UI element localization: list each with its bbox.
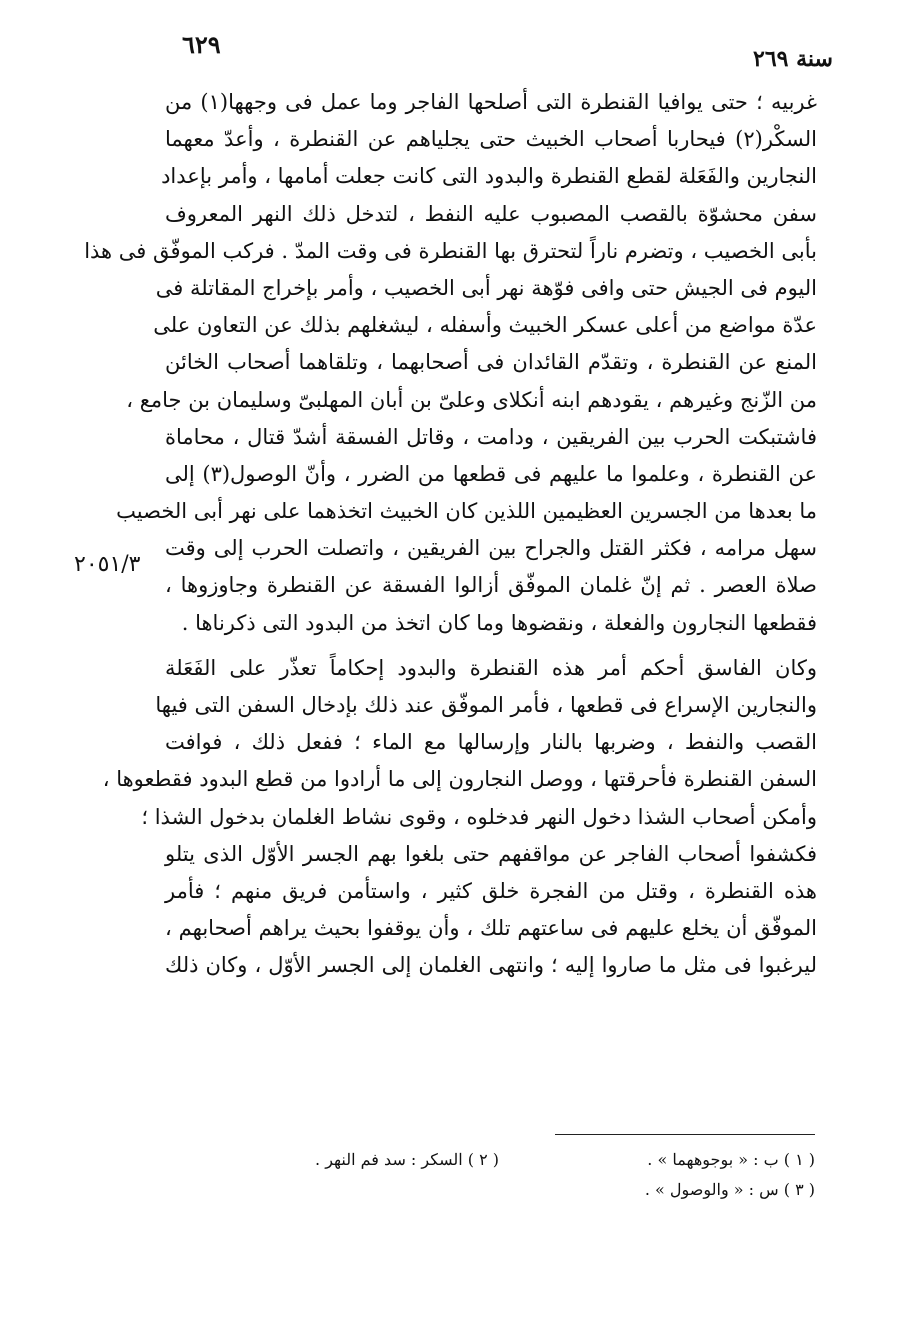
text-line: وكان الفاسق أحكم أمر هذه القنطرة والبدود إحكاماً تعذّر على الفَعَلة bbox=[165, 655, 817, 680]
text-line: فقطعها النجارون والفعلة ، ونقضوها وما كان اتخذ من البدود التى ذكرناها . bbox=[181, 610, 817, 635]
text-line: صلاة العصر . ثم إنّ غلمان الموفّق أزالوا الفسقة عن القنطرة وجاوزوها ، bbox=[165, 573, 817, 598]
text-line: وأمكن أصحاب الشذا دخول النهر فدخلوه ، وقوى نشاط الغلمان بدخول الشذا ؛ bbox=[141, 804, 817, 829]
text-line: اليوم فى الجيش حتى وافى فوّهة نهر أبى الخصيب ، وأمر بإخراج المقاتلة فى bbox=[155, 275, 817, 300]
text-line: عن القنطرة ، وعلموا ما عليهم فى قطعها من الضرر ، وأنّ الوصول(٣) إلى bbox=[165, 461, 817, 486]
text-line: من الزّنج وغيرهم ، يقودهم ابنه أنكلاى وعلىّ بن أبان المهلبىّ وسليمان بن جامع ، bbox=[126, 387, 817, 412]
text-line: السكْر(٢) فيحاربا أصحاب الخبيث حتى يجلياهم عن القنطرة ، وأعدّ معهما bbox=[165, 127, 817, 152]
paragraph-2 bbox=[102, 650, 817, 985]
text-line: هذه القنطرة ، وقتل من الفجرة خلق كثير ، واستأمن فريق منهم ؛ فأمر bbox=[165, 878, 817, 903]
footnote-1: ( ١ ) ب : « بوجوههما » . bbox=[647, 1150, 815, 1169]
paragraph-gap bbox=[165, 642, 817, 650]
text-line: بأبى الخصيب ، وتضرم ناراً لتحترق بها القنطرة فى وقت المدّ . فركب الموفّق فى هذا bbox=[84, 238, 817, 263]
text-line: المنع عن القنطرة ، وتقدّم القائدان فى أصحابهما ، وتلقاهما أصحاب الخائن bbox=[165, 350, 817, 375]
text-line: عدّة مواضع من أعلى عسكر الخبيث وأسفله ، ليشغلهم بذلك عن التعاون على bbox=[153, 313, 817, 338]
text-line: السفن القنطرة فأحرقتها ، ووصل النجارون إلى ما أرادوا من قطع البدود فقطعوها ، bbox=[102, 767, 817, 792]
footnote-divider bbox=[555, 1134, 815, 1135]
footnote-2: ( ٢ ) السكر : سد فم النهر . bbox=[315, 1150, 499, 1169]
running-head: سنة ٢٦٩ bbox=[753, 46, 833, 72]
text-line: القصب والنفط ، وضربها بالنار وإرسالها مع الماء ؛ ففعل ذلك ، فوافت bbox=[165, 730, 817, 755]
text-line: سفن محشوّة بالقصب المصبوب عليه النفط ، لتدخل ذلك النهر المعروف bbox=[165, 201, 817, 226]
text-line: ليرغبوا فى مثل ما صاروا إليه ؛ وانتهى الغلمان إلى الجسر الأوّل ، وكان ذلك bbox=[165, 953, 817, 978]
text-line: الموفّق أن يخلع عليهم فى ساعتهم تلك ، وأن يوقفوا بحيث يراهم أصحابهم ، bbox=[165, 916, 817, 941]
text-line: غربيه ؛ حتى يوافيا القنطرة التى أصلحها الفاجر وما عمل فى وجهها(١) من bbox=[165, 90, 817, 114]
text-line: النجارين والفَعَلة لقطع القنطرة والبدود التى كانت جعلت أمامها ، وأمر بإعداد bbox=[161, 164, 817, 189]
text-line: ما بعدها من الجسرين العظيمين اللذين كان الخبيث اتخذهما على نهر أبى الخصيب bbox=[116, 499, 817, 524]
text-line: والنجارين الإسراع فى قطعها ، فأمر الموفّق عند ذلك بإدخال السفن التى فيها bbox=[155, 693, 817, 717]
text-line: فكشفوا أصحاب الفاجر عن مواقفهم حتى بلغوا بهم الجسر الأوّل الذى يتلو bbox=[165, 841, 817, 866]
page-number: ٦٢٩ bbox=[182, 30, 221, 59]
footnote-3: ( ٣ ) س : « والوصول » . bbox=[644, 1180, 815, 1199]
text-line: فاشتبكت الحرب بين الفريقين ، ودامت ، وقاتل الفسقة أشدّ قتال ، محاماة bbox=[165, 424, 817, 449]
text-line: سهل مرامه ، فكثر القتل والجراح بين الفريقين ، واتصلت الحرب إلى وقت bbox=[165, 536, 817, 561]
margin-reference: ٢٠٥١/٣ bbox=[74, 552, 141, 577]
